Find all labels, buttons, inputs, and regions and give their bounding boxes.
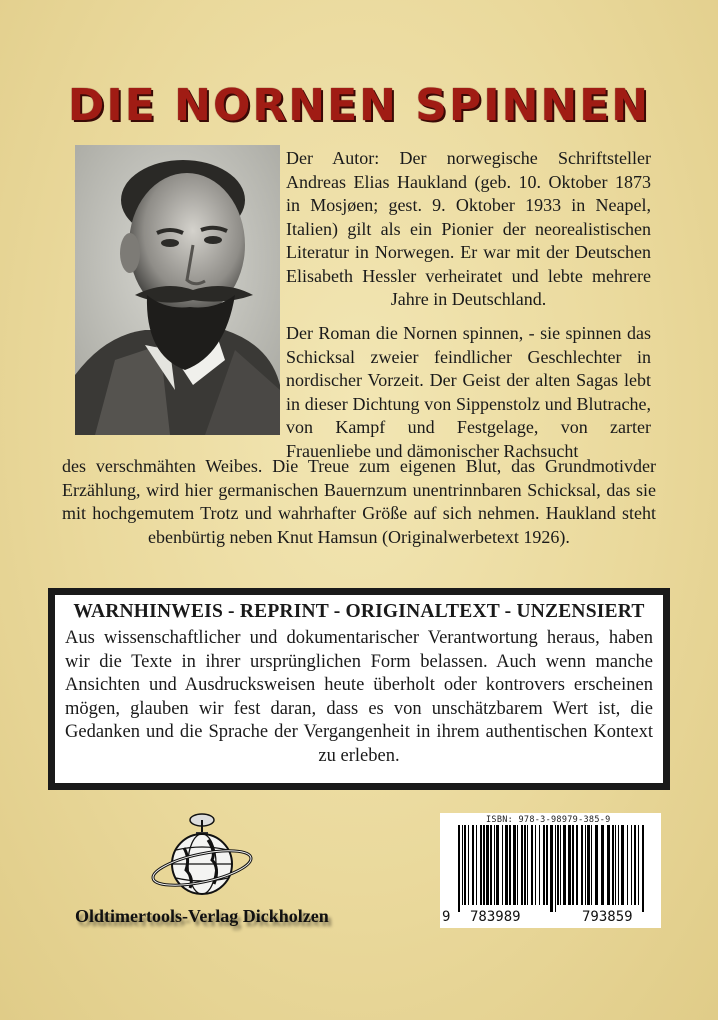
barcode-bar — [591, 825, 592, 905]
barcode-bar — [615, 825, 616, 905]
barcode-bar — [472, 825, 474, 905]
barcode-digit-group-1: 783989 — [470, 909, 521, 925]
publisher-name: Oldtimertools-Verlag Dickholzen — [75, 906, 329, 926]
barcode-bar — [621, 825, 624, 905]
warning-heading: WARNHINWEIS - REPRINT - ORIGINALTEXT - UNZENSIERT — [73, 601, 645, 622]
isbn-text: ISBN: 978-3-98979-385-9 — [486, 815, 611, 825]
barcode-bar — [555, 825, 556, 912]
barcode-bar — [494, 825, 495, 905]
barcode-bar — [480, 825, 482, 905]
barcode-bar — [595, 825, 598, 905]
barcode-bar — [458, 825, 460, 912]
barcode-bar — [535, 825, 536, 905]
author-portrait-photo-icon — [75, 145, 280, 435]
author-portrait — [75, 145, 280, 435]
barcode-bar — [462, 825, 463, 905]
barcode-bar — [642, 825, 644, 912]
barcode-bar — [587, 825, 590, 905]
barcode-bar — [527, 825, 528, 905]
barcode-bar — [572, 825, 574, 905]
barcode-bar — [543, 825, 545, 905]
barcode — [440, 813, 661, 928]
globe-satellite-logo-icon — [150, 808, 265, 903]
barcode-bar — [524, 825, 526, 905]
barcode-bar — [517, 825, 518, 905]
barcode-bar — [638, 825, 639, 905]
barcode-bar — [585, 825, 586, 905]
barcode-bar — [557, 825, 559, 905]
warning-body: Aus wissenschaftlicher und dokumentarischer Verantwortung heraus, haben wir die Texte in ihrer ursprünglichen Form belassen. Auch wenn manche Ansichten und Ausdrucksweisen heute überholt oder kontrovers erscheinen mögen, glauben wir fest daran, dass es von unschätzbarem Wert ist, die Gedanken und die Sprache der Vergangenheit in ihrem authentischen Kontext zu erleben. — [65, 628, 653, 766]
novel-paragraph-bottom: des verschmähten Weibes. Die Treue zum eigenen Blut, das Grundmotivder Erzählung, wird hier germanischen Bauernzum unentrinnbaren Schicksal, das sie mit hochgemutem Trotz und wahrhafter Größe auf sich nehmen. Haukland steht ebenbürtig neben Knut Hamsun (Originalwerbetext 1926). — [62, 456, 656, 547]
novel-paragraph-top: Der Roman die Nornen spinnen, - sie spinnen das Schicksal zweier feindlicher Geschlechter in nordischer Vorzeit. Der Geist der alten Sagas lebt in dieser Dichtung von Sippenstolz und Blutrache, von Kampf und Festgelage, von zarter Frauenliebe und dämonischer Rachsucht — [286, 323, 651, 461]
barcode-bar — [581, 825, 583, 905]
barcode-bar — [486, 825, 489, 905]
author-paragraph: Der Autor: Der norwegische Schriftsteller Andreas Elias Haukland (geb. 10. Oktober 1873 in Mosjøen; gest. 9. Oktober 1933 in Neapel, Italien) gilt als ein Pionier der neorealistischen Literatur in Norwegen. Er war mit der Deutschen Elisabeth Hessler verheiratet und lebte mehrere Jahre in Deutschland. — [286, 148, 651, 309]
barcode-bar — [513, 825, 516, 905]
book-title: DIE NORNEN SPINNEN — [67, 80, 651, 131]
barcode-digit-prefix: 9 — [442, 909, 451, 925]
barcode-bar — [618, 825, 619, 905]
barcode-digit-group-2: 793859 — [582, 909, 633, 925]
barcode-bar — [546, 825, 548, 905]
barcode-bar — [539, 825, 540, 905]
barcode-bar — [612, 825, 614, 905]
barcode-bar — [496, 825, 499, 905]
barcode-bar — [505, 825, 508, 905]
barcode-bar — [521, 825, 523, 905]
barcode-bar — [468, 825, 469, 905]
barcode-bar — [502, 825, 503, 905]
barcode-bar — [601, 825, 604, 905]
barcode-bars — [448, 825, 653, 912]
barcode-bar — [560, 825, 561, 905]
barcode-bar — [631, 825, 632, 905]
barcode-bar — [483, 825, 485, 905]
barcode-bar — [568, 825, 571, 905]
warning-box-inner — [55, 595, 663, 783]
barcode-bar — [490, 825, 492, 905]
barcode-bar — [607, 825, 610, 905]
barcode-bar — [550, 825, 553, 912]
barcode-bar — [509, 825, 511, 905]
barcode-bar — [464, 825, 466, 905]
warning-box — [48, 588, 670, 790]
barcode-bar — [576, 825, 578, 905]
barcode-bar — [476, 825, 477, 905]
barcode-bar — [634, 825, 636, 905]
barcode-bar — [627, 825, 628, 905]
barcode-bar — [563, 825, 566, 905]
barcode-bar — [531, 825, 533, 905]
